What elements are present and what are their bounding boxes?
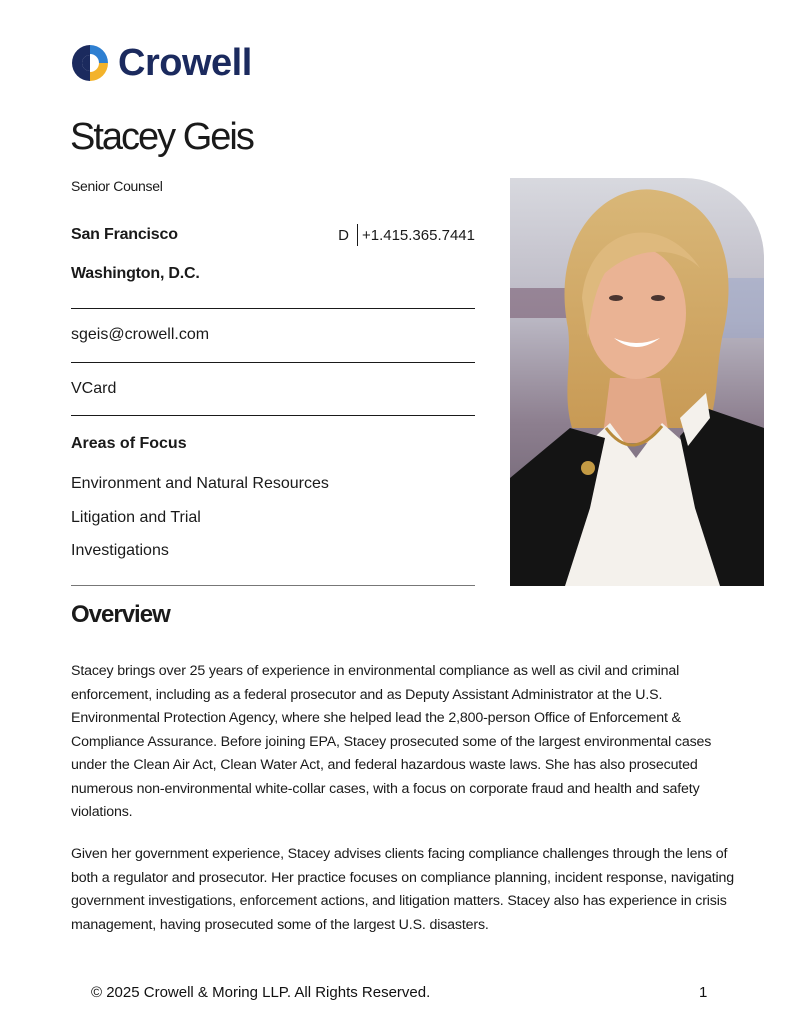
phone-number[interactable] [338, 224, 475, 246]
divider [71, 362, 475, 363]
page-number: 1 [699, 984, 708, 1001]
crowell-logo-mark-icon [71, 44, 109, 82]
attorney-portrait [510, 178, 764, 586]
crowell-logo [71, 44, 252, 82]
attorney-name: Stacey Geis [70, 116, 253, 158]
overview-paragraph: Given her government experience, Stacey advises clients facing compliance challenges through the lens of both a regulator and prosecutor. Her practice focuses on compliance planning, incident response, navigating government investigations, enforcement actions, and litigation matters. Stacey also has experience in crisis management, having prosecuted some of the largest U.S. disasters. [71, 846, 735, 933]
areas-of-focus-list [71, 474, 329, 575]
divider [71, 308, 475, 309]
portrait-image [510, 178, 764, 586]
divider [71, 585, 475, 586]
office-washington-dc[interactable]: Washington, D.C. [71, 265, 200, 282]
phone-divider [357, 224, 358, 246]
focus-item[interactable]: Litigation and Trial [71, 508, 201, 526]
overview-heading: Overview [71, 601, 170, 628]
footer-copyright: © 2025 Crowell & Moring LLP. All Rights Reserved. [91, 984, 431, 1001]
logo-wordmark: Crowell [118, 42, 252, 84]
attorney-title: Senior Counsel [71, 178, 163, 194]
overview-paragraph: Stacey brings over 25 years of experience in environmental compliance as well as civil and criminal enforcement, including as a federal prosecutor and as Deputy Assistant Administrator at the U.S. Environmental Protection Agency, where she helped lead the 2,800-person Office of Enforcement & Compliance Assurance. Before joining EPA, Stacey prosecuted some of the largest environmental cases under the Clean Air Act, Clean Water Act, and federal hazardous waste laws. She has also prosecuted numerous non-environmental white-collar cases, with a focus on corporate fraud and health and safety violations. [71, 663, 712, 820]
areas-of-focus-heading: Areas of Focus [71, 435, 187, 452]
focus-item[interactable]: Investigations [71, 542, 169, 559]
phone-value[interactable]: +1.415.365.7441 [361, 226, 475, 244]
divider [71, 415, 475, 416]
vcard-link[interactable]: VCard [71, 380, 117, 397]
focus-item[interactable]: Environment and Natural Resources [71, 475, 329, 492]
phone-direct-prefix: D [338, 226, 349, 244]
office-san-francisco[interactable]: San Francisco [71, 226, 178, 243]
email-link[interactable]: sgeis@crowell.com [71, 326, 210, 343]
